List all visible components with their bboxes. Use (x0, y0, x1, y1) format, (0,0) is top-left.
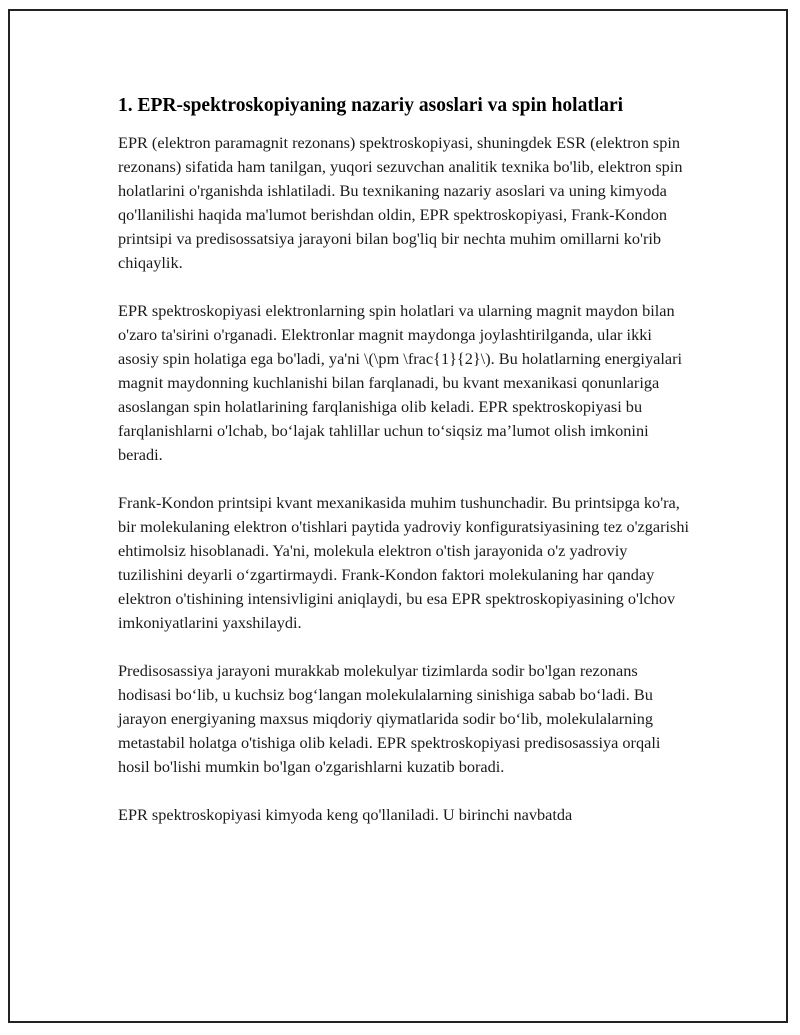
document-body (118, 93, 693, 851)
paragraph-frank-condon: Frank-Kondon printsipi kvant mexanikasida muhim tushunchadir. Bu printsipga ko'ra, bir molekulaning elektron o'tishlari paytida yadroviy konfiguratsiyasining tez o'zgarishi ehtimolsiz hisoblanadi. Ya'ni, molekula elektron o'tish jarayonida o'z yadroviy tuzilishini deyarli o‘zgartirmaydi. Frank-Kondon faktori molekulaning har qanday elektron o'tishining intensivligini aniqlaydi, bu esa EPR spektroskopiyasining o'lchov imkoniyatlarini yaxshilaydi. (118, 493, 690, 632)
paragraph-intro: EPR (elektron paramagnit rezonans) spektroskopiyasi, shuningdek ESR (elektron spin rezonans) sifatida ham tanilgan, yuqori sezuvchan analitik texnika bo'lib, elektron spin holatlarini o'rganishda ishlatiladi. Bu texnikaning nazariy asoslari va uning kimyoda qo'llanilishi haqida ma'lumot berishdan oldin, EPR spektroskopiyasi, Frank-Kondon printsipi va predisossatsiya jarayoni bilan bog'liq bir nechta muhim omillarni ko'rib chiqaylik. (118, 133, 683, 272)
paragraph-spin-states: EPR spektroskopiyasi elektronlarning spin holatlari va ularning magnit maydon bilan o'zaro ta'sirini o'rganadi. Elektronlar magnit maydonga joylashtirilganda, ular ikki asosiy spin holatiga ega bo'ladi, ya'ni \(\pm \frac{1}{2}\). Bu holatlarning energiyalari magnit maydonning kuchlanishi bilan farqlanadi, bu kvant mexanikasi qonunlariga asoslangan spin holatlarining farqlanishiga olib keladi. EPR spektroskopiyasi bu farqlanishlarni o'lchab, bo‘lajak tahlillar uchun to‘siqsiz ma’lumot olish imkonini beradi. (118, 301, 683, 464)
paragraph-predissociation: Predisosassiya jarayoni murakkab molekulyar tizimlarda sodir bo'lgan rezonans hodisasi bo‘lib, u kuchsiz bog‘langan molekulalarning sinishiga sabab bo‘ladi. Bu jarayon energiyaning maxsus miqdoriy qiymatlarida sodir bo‘lib, molekulalarning metastabil holatga o'tishiga olib keladi. EPR spektroskopiyasi predisosassiya orqali hosil bo'lishi mumkin bo'lgan o'zgarishlarni kuzatib boradi. (118, 661, 661, 776)
section-heading: 1. EPR-spektroskopiyaning nazariy asoslari va spin holatlari (118, 95, 624, 116)
paragraph-applications: EPR spektroskopiyasi kimyoda keng qo'llaniladi. U birinchi navbatda (118, 805, 573, 824)
